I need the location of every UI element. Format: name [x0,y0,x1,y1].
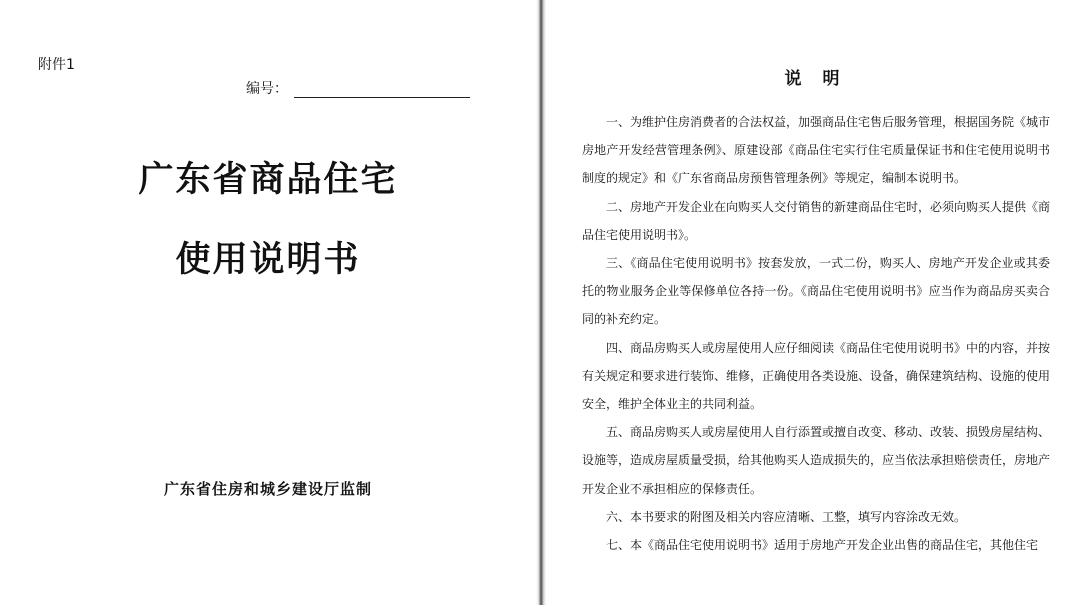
instruction-paragraph: 三、《商品住宅使用说明书》按套发放，一式二份，购买人、房地产开发企业或其委托的物业服务企业等保修单位各持一份。《商品住宅使用说明书》应当作为商品房买卖合同的补充约定。 [582,256,1050,327]
document-number-label: 编号： [246,81,288,97]
instructions-heading: 说 明 [784,69,842,89]
instruction-paragraph: 五、商品房购买人或房屋使用人自行添置或擅自改变、移动、改装、损毁房屋结构、设施等，造成房屋质量受损，给其他购买人造成损失的，应当依法承担赔偿责任，房地产开发企业不承担相应的保修责任。 [582,425,1051,496]
cover-title-line-1: 广东省商品住宅 [138,160,398,200]
instruction-paragraph: 四、商品房购买人或房屋使用人应仔细阅读《商品住宅使用说明书》中的内容，并按有关规定和要求进行装饰、维修，正确使用各类设施、设备，确保建筑结构、设施的使用安全，维护全体业主的共同利益。 [582,340,1051,412]
attachment-label: 附件1 [38,57,75,73]
document-number-blank [294,81,470,98]
cover-page [0,0,536,605]
instructions-body [582,108,1050,559]
document-number-row [246,78,470,98]
instruction-paragraph: 二、房地产开发企业在向购买人交付销售的新建商品住宅时，必须向购买人提供《商品住宅使用说明书》。 [582,199,1051,242]
instructions-page [546,0,1080,605]
instruction-paragraph: 六、本书要求的附图及相关内容应清晰、工整，填写内容涂改无效。 [606,509,967,524]
instruction-paragraph: 一、为维护住房消费者的合法权益，加强商品住宅售后服务管理，根据国务院《城市房地产开发经营管理条例》、原建设部《商品住宅实行住宅质量保证书和住宅使用说明书制度的规定》和《广东省商品房预售管理条例》等规定，编制本说明书。 [582,115,1051,186]
page-gutter [536,0,546,605]
instruction-paragraph: 七、本《商品住宅使用说明书》适用于房地产开发企业出售的商品住宅，其他住宅 [606,538,1039,553]
supervisor-label: 广东省住房和城乡建设厅监制 [163,480,372,498]
cover-title-line-2: 使用说明书 [175,240,361,280]
